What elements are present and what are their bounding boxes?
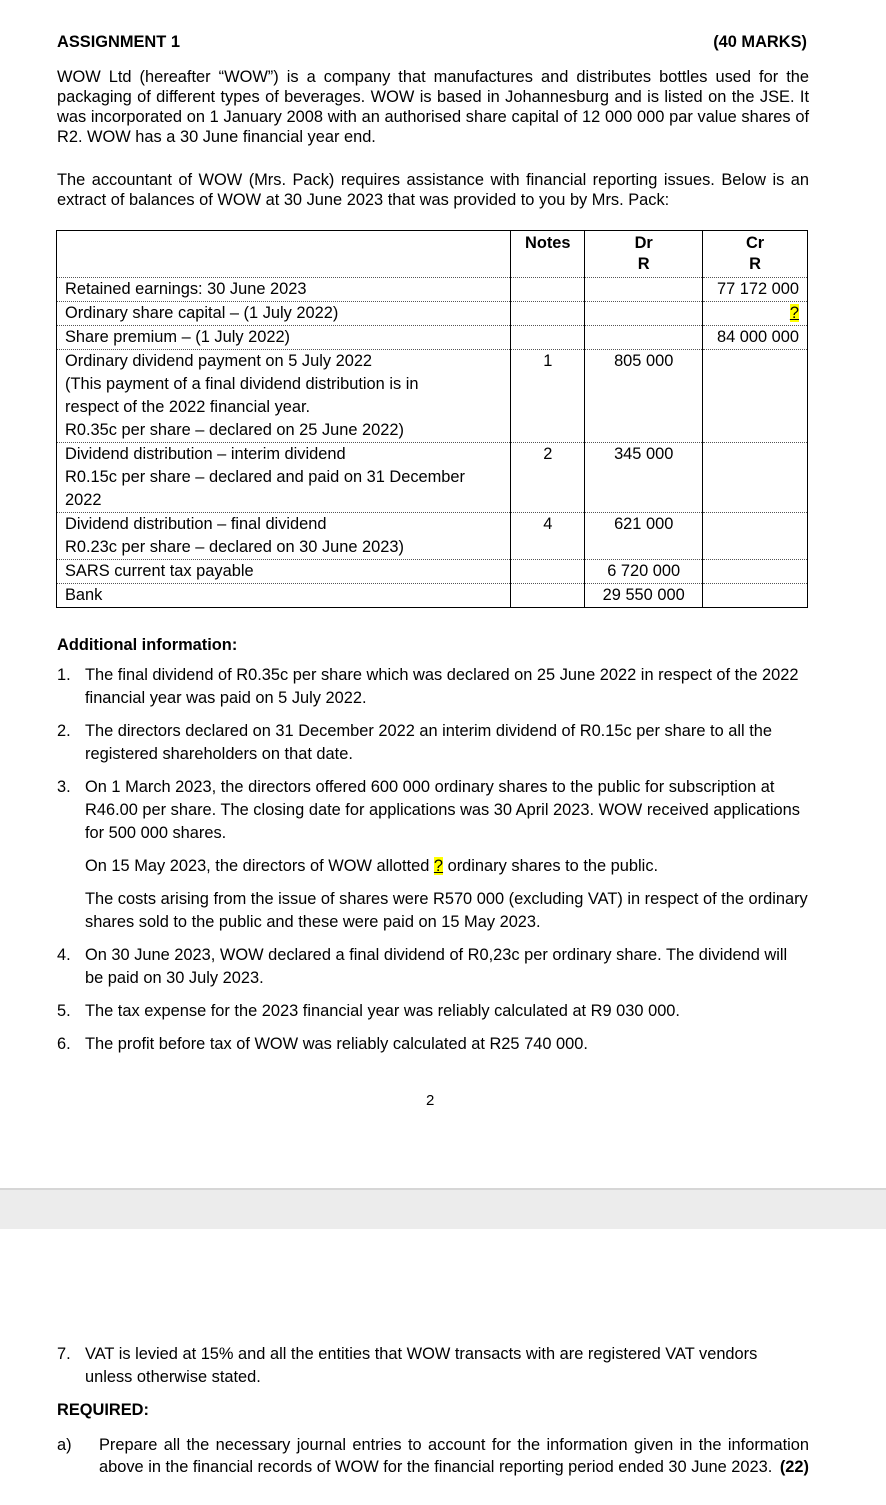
header-dr: Dr R — [585, 231, 703, 278]
list-item: 6. The profit before tax of WOW was reliably calculated at R25 740 000. — [57, 1035, 588, 1053]
header-notes: Notes — [511, 231, 585, 278]
page-number: 2 — [426, 1092, 435, 1109]
intro-paragraph: WOW Ltd (hereafter “WOW”) is a company that manufactures and distributes bottles used for the packaging of different types of beverages. WOW is based in Johannesburg and is listed on the JSE. It was incorporated on 1 January 2008 with an authorised share capital of 12 000 000 par value shares of R2. WOW has a 30 June financial year end. — [57, 68, 809, 146]
assignment-header — [57, 33, 807, 52]
unknown-shares-allotted: ? — [433, 857, 444, 875]
additional-info-title: Additional information: — [57, 636, 238, 654]
table-row: SARS current tax payable 6 720 000 — [57, 560, 808, 584]
list-item: 2. The directors declared on 31 December 2022 an interim dividend of R0.15c per share to all the registered shareholders on that date. — [57, 722, 772, 763]
table-row: Dividend distribution – final dividend R0.23c per share – declared on 30 June 2023) 4 621 000 — [57, 513, 808, 560]
table-row: Bank 29 550 000 — [57, 584, 808, 608]
table-row: Share premium – (1 July 2022) 84 000 000 — [57, 326, 808, 350]
table-row: Dividend distribution – interim dividend R0.15c per share – declared and paid on 31 December 2022 2 345 000 — [57, 443, 808, 513]
list-item: 3. On 1 March 2023, the directors offered 600 000 ordinary shares to the public for subscription at R46.00 per share. The closing date for applications was 30 April 2023. WOW received applications for 500 000 shares. On 15 May 2023, the directors of WOW allotted ? ordinary shares to the public. The costs arising from the issue of shares were R570 000 (excluding VAT) in respect of the ordinary shares sold to the public and these were paid on 15 May 2023. — [57, 778, 808, 931]
document-page-2 — [0, 1229, 886, 1505]
question-marks: (22) — [779, 1458, 809, 1476]
required-title: REQUIRED: — [57, 1401, 149, 1419]
table-row: Retained earnings: 30 June 2023 77 172 000 — [57, 278, 808, 302]
list-item: 5. The tax expense for the 2023 financial year was reliably calculated at R9 030 000. — [57, 1002, 680, 1020]
header-cr: Cr R — [703, 231, 808, 278]
list-item: 7. VAT is levied at 15% and all the entities that WOW transacts with are registered VAT vendors unless otherwise stated. — [57, 1345, 758, 1386]
assignment-marks: (40 MARKS) — [713, 33, 807, 51]
page-separator — [0, 1188, 886, 1229]
table-header-row — [57, 231, 808, 278]
list-item: 4. On 30 June 2023, WOW declared a final dividend of R0,23c per ordinary share. The dividend will be paid on 30 July 2023. — [57, 946, 788, 987]
assignment-title: ASSIGNMENT 1 — [57, 33, 180, 51]
additional-info-list — [57, 664, 809, 1066]
header-description — [57, 231, 511, 278]
unknown-share-capital: ? — [789, 304, 799, 322]
balances-table — [56, 230, 808, 608]
list-item: 1. The final dividend of R0.35c per share which was declared on 25 June 2022 in respect of the 2022 financial year was paid on 5 July 2022. — [57, 666, 799, 707]
required-question-a: a) Prepare all the necessary journal entries to account for the information given in the information above in the financial records of WOW for the financial reporting period ended 30 June 2023. (22) — [57, 1436, 809, 1476]
context-paragraph: The accountant of WOW (Mrs. Pack) requires assistance with financial reporting issues. Below is an extract of balances of WOW at 30 June 2023 that was provided to you by Mrs. Pack: — [57, 171, 809, 209]
table-row: Ordinary dividend payment on 5 July 2022 (This payment of a final dividend distribution is in respect of the 2022 financial year. R0.35c per share – declared on 25 June 2022) 1 805 000 — [57, 350, 808, 443]
table-row: Ordinary share capital – (1 July 2022) ? — [57, 302, 808, 326]
